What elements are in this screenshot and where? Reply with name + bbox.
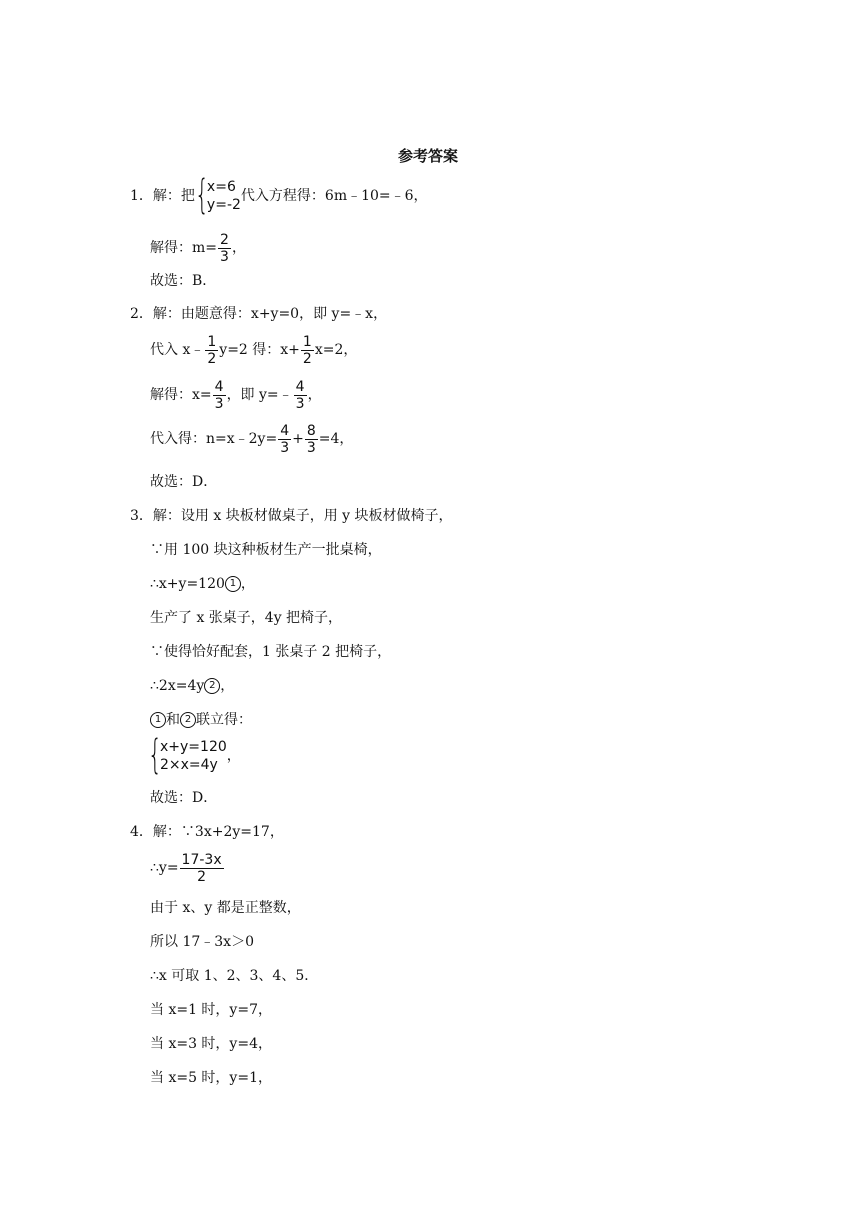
q2-line-2 <box>150 332 357 368</box>
q1-frac-num: 2 <box>220 231 229 248</box>
q4-fraction <box>180 852 224 885</box>
frac-num: 17-3x <box>181 851 222 868</box>
frac-den: 3 <box>280 439 290 456</box>
q2-line-3 <box>150 377 322 413</box>
q3-sys-row-1: x+y=120 <box>160 739 227 755</box>
q2-l4-pre: 代入得：n=x﹣2y= <box>150 431 278 447</box>
q4-l1: 解：∵3x+2y=17， <box>152 824 284 840</box>
q3-line-2: ∵用 100 块这种板材生产一批桌椅， <box>150 542 382 558</box>
q4-line-4: 所以 17﹣3x＞0 <box>150 934 254 950</box>
frac-num: 1 <box>302 333 312 350</box>
q3-sys-row-2: 2×x=4y <box>160 757 218 773</box>
q1-equation-system: { x=6 y=-2 <box>194 172 241 218</box>
q1-frac-den: 3 <box>220 248 229 265</box>
q2-l3-fraction-1 <box>213 379 226 412</box>
q2-l2-mid: y=2 得：x+ <box>219 342 300 358</box>
q4-line-8: 当 x=5 时，y=1， <box>150 1070 272 1086</box>
q3-l6-post: ， <box>220 678 235 694</box>
q3-l6-pre: ∴2x=4y <box>150 678 205 694</box>
q2-l3-post: ， <box>307 387 322 403</box>
q2-l3-mid: ，即 y=﹣ <box>226 387 293 403</box>
q3-line-1 <box>130 506 453 526</box>
q2-l4-mid: + <box>292 431 304 447</box>
q1-l2-post: ， <box>231 240 246 256</box>
q3-l7-post: 联立得： <box>196 712 252 728</box>
q3-line-6 <box>150 676 234 696</box>
q1-line-2 <box>150 230 246 266</box>
q4-number: 4． <box>130 824 153 840</box>
q2-l3-fraction-2 <box>294 379 307 412</box>
q3-l7-mid: 和 <box>166 712 180 728</box>
q2-l4-fraction-2 <box>305 423 318 456</box>
q3-line-9: 故选：D． <box>150 790 218 806</box>
frac-den: 2 <box>197 868 207 885</box>
frac-den: 3 <box>295 395 305 412</box>
q2-l4-post: =4， <box>318 431 354 447</box>
q2-l2-post: x=2， <box>314 342 358 358</box>
q3-line-3 <box>150 574 255 594</box>
q3-equation-system: { x+y=120 2×x=4y <box>148 732 227 778</box>
q2-line-5: 故选：D． <box>150 474 218 490</box>
q2-line-1 <box>130 304 387 324</box>
q3-l3-post: ， <box>240 576 255 592</box>
page-title: 参考答案 <box>398 147 459 165</box>
q3-l1: 解：设用 x 块板材做桌子，用 y 块板材做椅子， <box>152 508 453 524</box>
circled-number-2: 2 <box>180 712 196 728</box>
frac-num: 4 <box>214 378 224 395</box>
circled-number-2: 2 <box>204 678 220 694</box>
q1-l2-pre: 解得：m= <box>150 240 218 256</box>
q2-l2-fraction-1 <box>205 334 218 367</box>
q4-line-6: 当 x=1 时，y=7， <box>150 1002 272 1018</box>
q1-sys-row-2: y=-2 <box>206 197 241 213</box>
q1-line-3: 故选：B． <box>150 273 217 289</box>
q1-fraction <box>218 232 231 265</box>
q3-sys-post: ， <box>226 748 241 764</box>
q1-pre: 解：把 <box>152 188 195 204</box>
q2-l2-pre: 代入 x﹣ <box>150 342 205 358</box>
q2-l1: 解：由题意得：x+y=0，即 y=﹣x， <box>152 306 388 322</box>
q4-line-5: ∴x 可取 1、2、3、4、5． <box>150 968 319 984</box>
frac-den: 3 <box>306 439 316 456</box>
frac-num: 1 <box>207 333 217 350</box>
q1-line-1 <box>130 172 428 218</box>
frac-den: 3 <box>214 395 224 412</box>
frac-den: 2 <box>302 350 312 367</box>
q3-number: 3． <box>130 508 153 524</box>
q1-post: 代入方程得：6m﹣10=﹣6， <box>240 188 428 204</box>
q4-line-2 <box>150 850 225 886</box>
q2-l4-fraction-1 <box>278 423 291 456</box>
q3-line-4: 生产了 x 张桌子，4y 把椅子， <box>150 610 343 626</box>
q2-l3-pre: 解得：x= <box>150 387 212 403</box>
q1-sys-row-1: x=6 <box>206 179 236 195</box>
circled-number-1: 1 <box>150 712 166 728</box>
q2-line-4 <box>150 421 353 457</box>
frac-den: 2 <box>207 350 217 367</box>
q4-line-1 <box>130 822 284 842</box>
q3-line-7 <box>150 710 252 730</box>
q4-line-7: 当 x=3 时，y=4， <box>150 1036 272 1052</box>
q2-number: 2． <box>130 306 153 322</box>
frac-num: 4 <box>295 378 305 395</box>
circled-number-1: 1 <box>225 576 241 592</box>
frac-num: 8 <box>306 422 316 439</box>
q3-l3-pre: ∴x+y=120 <box>150 576 225 592</box>
q3-line-8 <box>148 732 241 778</box>
q1-number: 1． <box>130 188 153 204</box>
frac-num: 4 <box>280 422 290 439</box>
q4-l2-pre: ∴y= <box>150 860 179 876</box>
q4-line-3: 由于 x、y 都是正整数， <box>150 900 301 916</box>
q2-l2-fraction-2 <box>301 334 314 367</box>
q3-line-5: ∵使得恰好配套，1 张桌子 2 把椅子， <box>150 644 392 660</box>
